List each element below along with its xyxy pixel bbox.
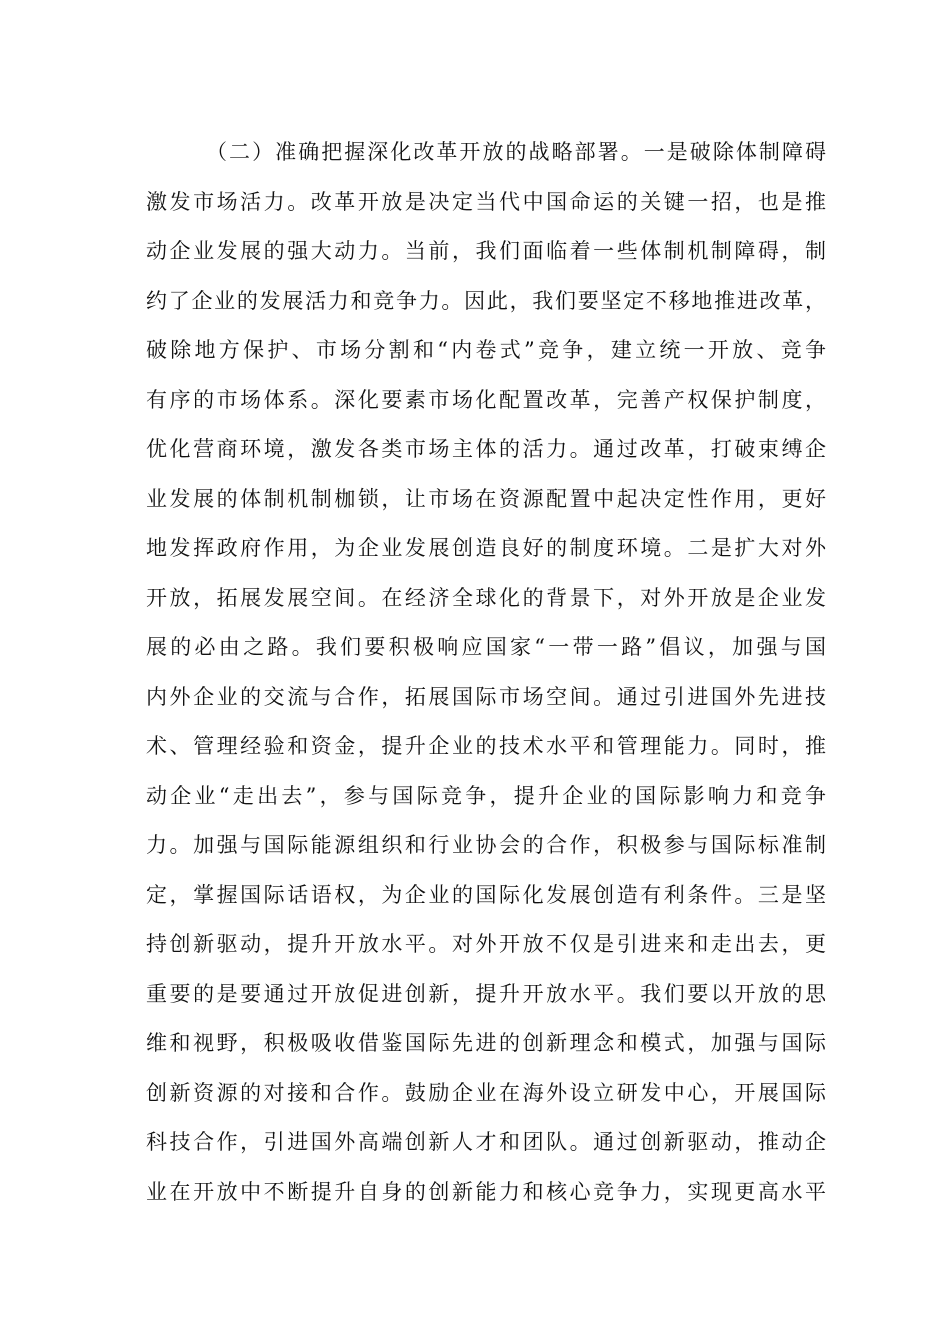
text-line: （二）准确把握深化改革开放的战略部署。一是破除体制障碍 [206,140,826,164]
text-line: 业发展的体制机制枷锁，让市场在资源配置中起决定性作用，更好 [146,486,826,511]
text-line: 动企业“走出去”，参与国际竞争，提升企业的国际影响力和竞争 [146,783,826,808]
text-line: 维和视野，积极吸收借鉴国际先进的创新理念和模式，加强与国际 [146,1031,826,1055]
text-line: 力。加强与国际能源组织和行业协会的合作，积极参与国际标准制 [146,833,826,857]
text-line: 开放，拓展发展空间。在经济全球化的背景下，对外开放是企业发 [146,585,826,610]
text-line: 激发市场活力。改革开放是决定当代中国命运的关键一招，也是推 [146,189,826,214]
text-line: 优化营商环境，激发各类市场主体的活力。通过改革，打破束缚企 [146,437,826,461]
body-paragraph [146,128,826,1217]
text-line: 破除地方保护、市场分割和“内卷式”竞争，建立统一开放、竞争 [146,338,826,362]
text-line: 动企业发展的强大动力。当前，我们面临着一些体制机制障碍，制 [146,239,826,263]
text-line: 定，掌握国际话语权，为企业的国际化发展创造有利条件。三是坚 [146,882,826,907]
text-line: 创新资源的对接和合作。鼓励企业在海外设立研发中心，开展国际 [146,1080,826,1105]
text-line: 展的必由之路。我们要积极响应国家“一带一路”倡议，加强与国 [146,635,826,659]
text-line: 内外企业的交流与合作，拓展国际市场空间。通过引进国外先进技 [146,684,826,709]
text-line: 术、管理经验和资金，提升企业的技术水平和管理能力。同时，推 [146,734,826,758]
text-line: 科技合作，引进国外高端创新人才和团队。通过创新驱动，推动企 [146,1130,826,1154]
text-line: 地发挥政府作用，为企业发展创造良好的制度环境。二是扩大对外 [146,536,826,560]
text-line: 有序的市场体系。深化要素市场化配置改革，完善产权保护制度， [146,387,826,412]
text-line: 约了企业的发展活力和竞争力。因此，我们要坚定不移地推进改革， [146,288,826,313]
text-line: 重要的是要通过开放促进创新，提升开放水平。我们要以开放的思 [146,981,826,1006]
text-line: 持创新驱动，提升开放水平。对外开放不仅是引进来和走出去，更 [146,932,826,956]
text-line: 业在开放中不断提升自身的创新能力和核心竞争力，实现更高水平 [146,1179,826,1204]
